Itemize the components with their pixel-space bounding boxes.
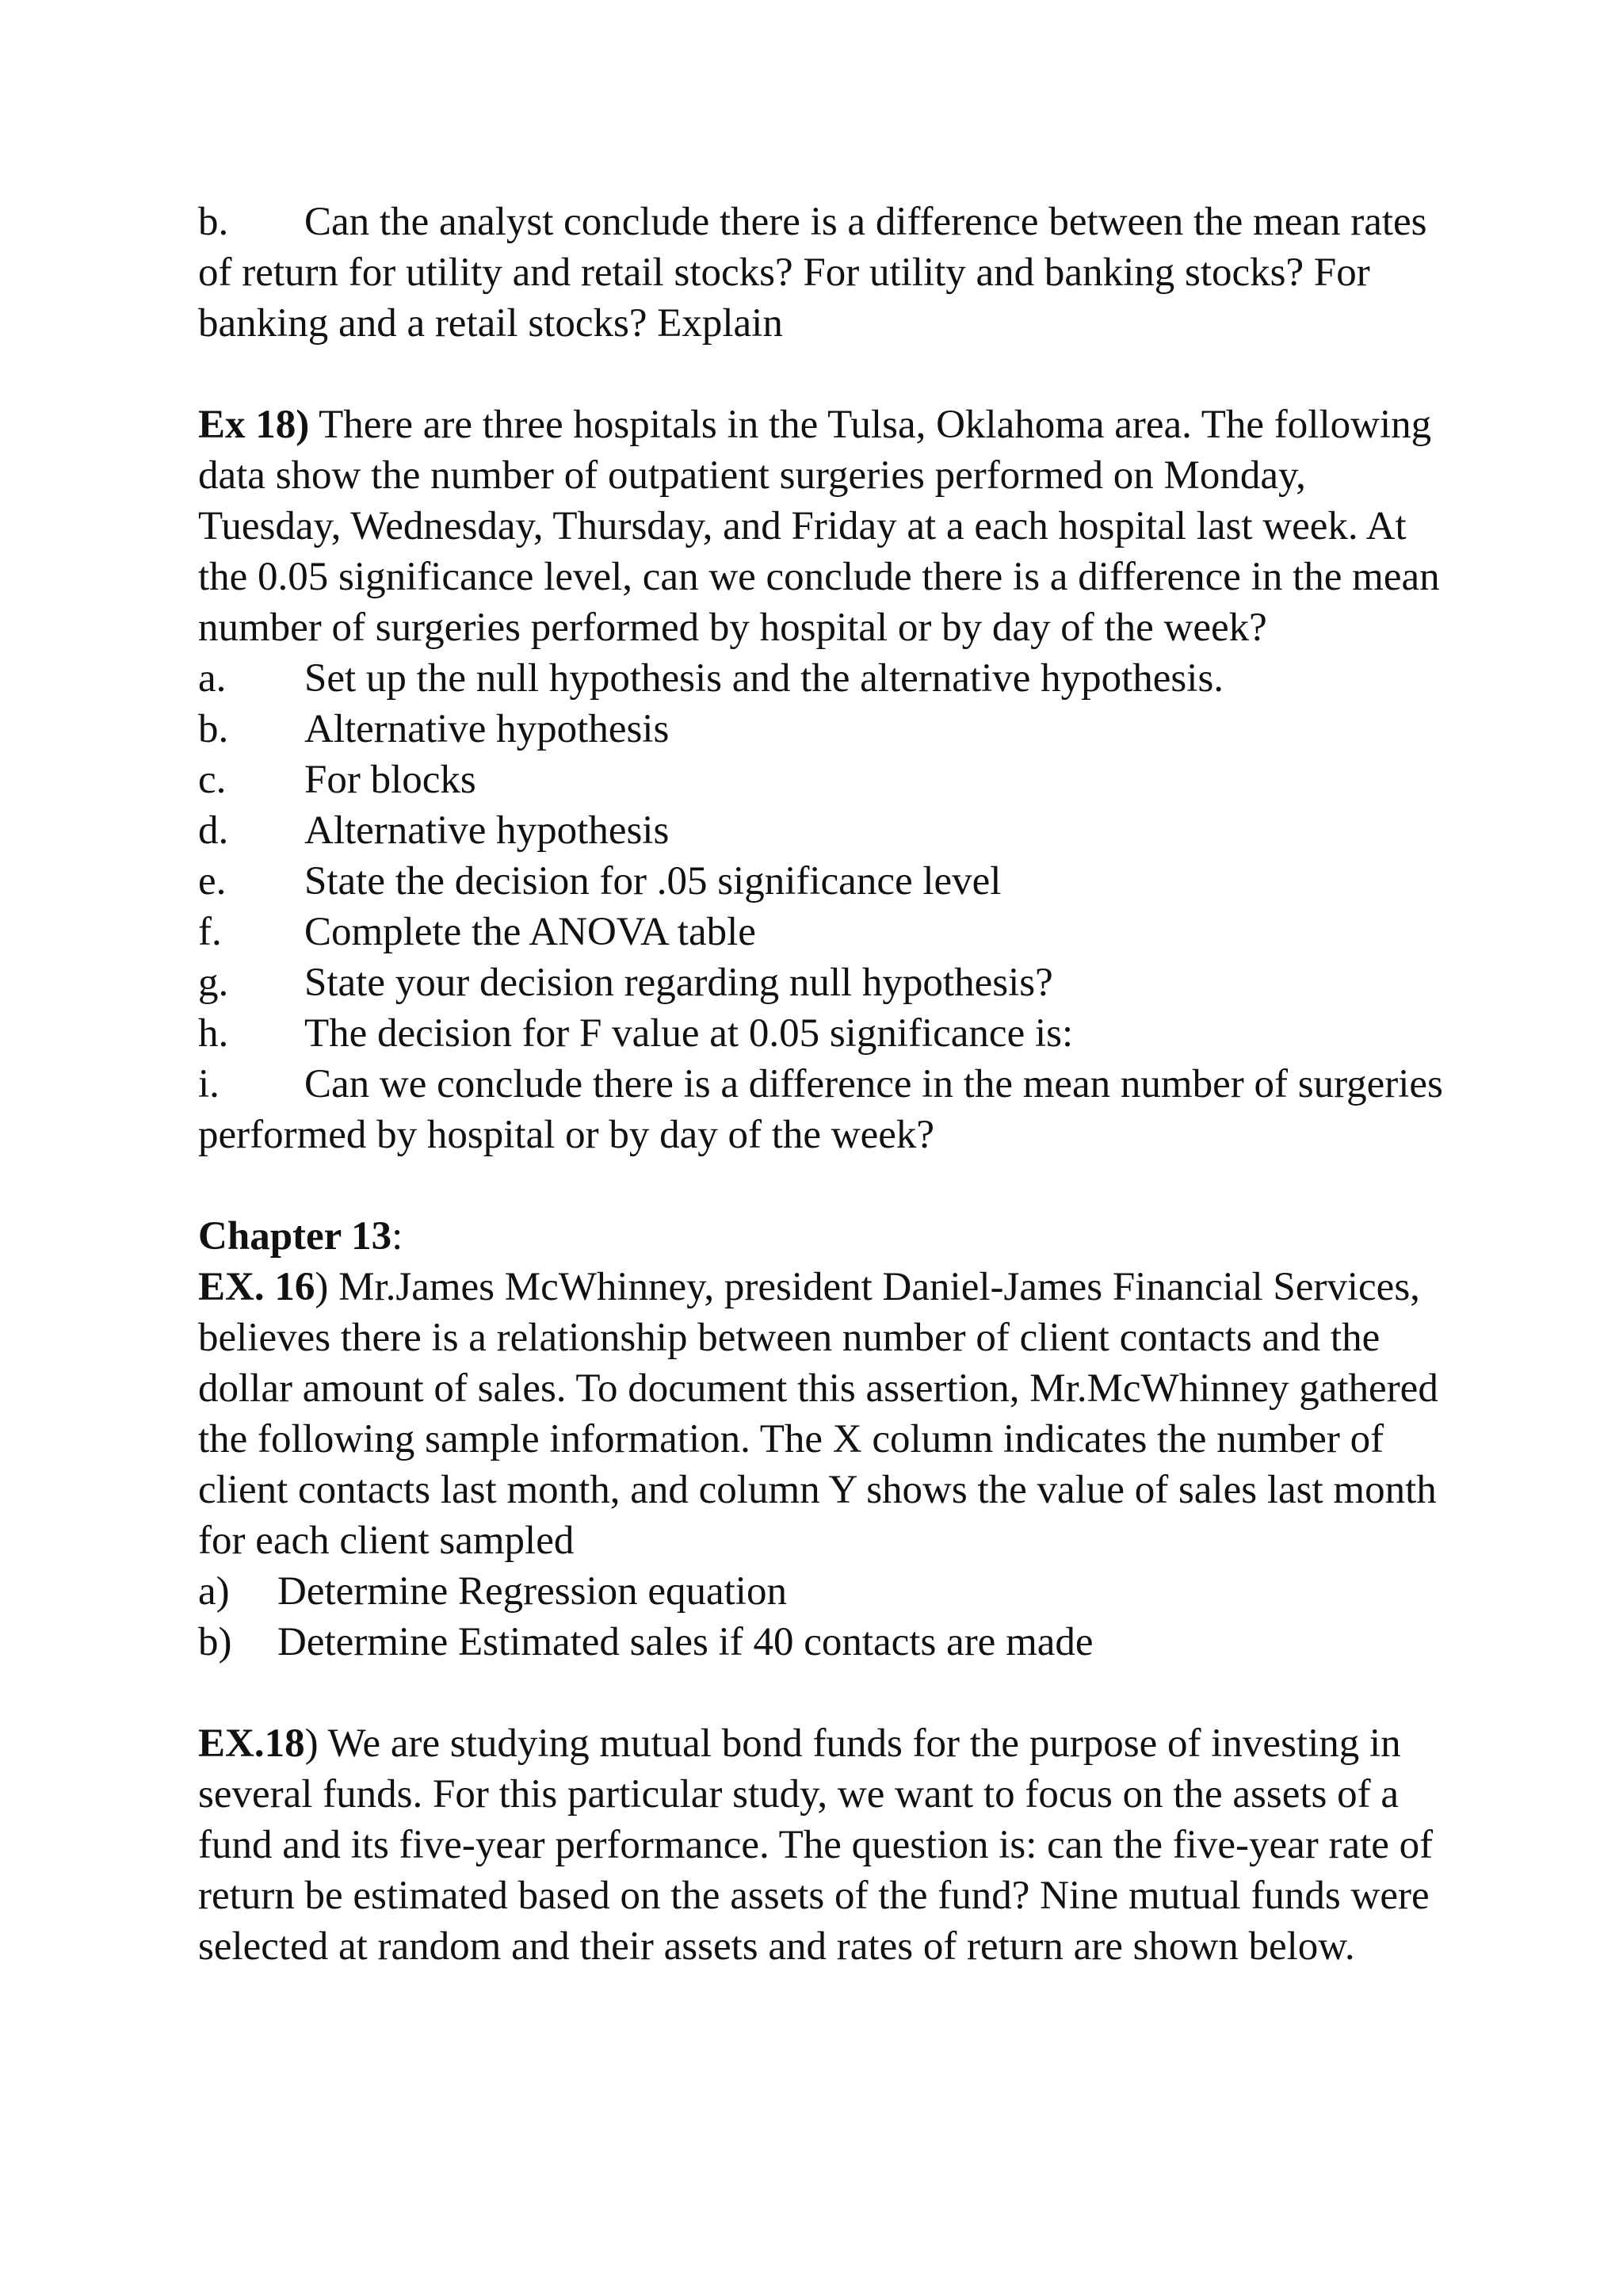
spacer: [198, 1668, 1458, 1718]
item-marker: b): [198, 1620, 232, 1664]
item-marker: f.: [198, 910, 222, 954]
exercise-label-paren: ): [315, 1265, 329, 1309]
exercise-text: There are three hospitals in the Tulsa, Oklahoma area. The following data show the number of outpatient surgeries performed on Monday, Tuesday, Wednesday, Thursday, and Friday at a each hospital last week. At the 0.05 significance level, can we conclude there is a difference in the mean number of surgeries performed by hospital or by day of the week?: [198, 403, 1440, 650]
list-item: [198, 907, 1458, 957]
item-text: For blocks: [304, 758, 476, 802]
ex16-item-list: [198, 1566, 1458, 1668]
item-text: Alternative hypothesis: [304, 808, 670, 853]
list-item: [198, 957, 1458, 1008]
item-marker: b.: [198, 200, 229, 244]
item-text: Alternative hypothesis: [304, 707, 670, 751]
item-text: Set up the null hypothesis and the alternative hypothesis.: [304, 656, 1224, 701]
list-item: [198, 653, 1458, 704]
ch13-ex18-intro: [198, 1718, 1458, 1972]
ex18-intro: [198, 399, 1458, 653]
chapter-heading: [198, 1211, 1458, 1262]
chapter-title: Chapter 13: [198, 1214, 392, 1259]
item-marker: g.: [198, 961, 229, 1005]
ex18-item-i: [198, 1059, 1458, 1160]
exercise-text: Mr.James McWhinney, president Daniel-James Financial Services, believes there is a relationship between number of client contacts and the dollar amount of sales. To document this assertion, Mr.McWhinney gathered the following sample information. The X column indicates the number of client contacts last month, and column Y shows the value of sales last month for each client sampled: [198, 1265, 1438, 1563]
list-item: [198, 856, 1458, 907]
list-item: [198, 704, 1458, 755]
item-text-rest: surgeries performed by hospital or by day of the week?: [198, 1062, 1443, 1157]
list-item: [198, 1008, 1458, 1059]
item-text-rest: rates of return for utility and retail stocks? For utility and banking stocks? For banking and a retail stocks? Explain: [198, 200, 1427, 346]
exercise-text: We are studying mutual bond funds for the purpose of investing in several funds. For this particular study, we want to focus on the assets of a fund and its five-year performance. The question is: can the five-year rate of return be estimated based on the assets of the fund? Nine mutual funds were selected at random and their assets and rates of return are shown below.: [198, 1721, 1434, 1969]
item-text: Complete the ANOVA table: [304, 910, 756, 954]
ex16-intro: [198, 1262, 1458, 1566]
ex18-item-list: [198, 653, 1458, 1059]
list-item: [198, 755, 1458, 805]
item-text-line1: Can the analyst conclude there is a difference between the mean: [304, 200, 1341, 244]
spacer: [198, 1160, 1458, 1211]
item-text: The decision for F value at 0.05 significance is:: [304, 1011, 1074, 1056]
item-marker: a): [198, 1569, 230, 1614]
document-page: [198, 197, 1458, 1972]
item-text-line1: Can we conclude there is a difference in the mean number of: [304, 1062, 1288, 1106]
item-marker: i.: [198, 1062, 220, 1106]
exercise-label-paren: ): [304, 1721, 319, 1766]
item-marker: h.: [198, 1011, 229, 1056]
item-text: Determine Regression equation: [277, 1569, 787, 1614]
exercise-label: Ex 18): [198, 403, 310, 447]
exercise-label: EX.18: [198, 1721, 305, 1766]
list-item: [198, 805, 1458, 856]
item-marker: c.: [198, 758, 227, 802]
item-marker: d.: [198, 808, 229, 853]
item-text: Determine Estimated sales if 40 contacts are made: [277, 1620, 1094, 1664]
list-item: [198, 1617, 1458, 1668]
item-marker: a.: [198, 656, 227, 701]
item-text: State your decision regarding null hypothesis?: [304, 961, 1053, 1005]
list-item: [198, 1566, 1458, 1617]
spacer: [198, 349, 1458, 399]
exercise-label: EX. 16: [198, 1265, 315, 1309]
item-marker: b.: [198, 707, 229, 751]
item-marker: e.: [198, 859, 227, 904]
item-text: State the decision for .05 significance level: [304, 859, 1002, 904]
ch12-item-b: [198, 197, 1458, 349]
chapter-title-colon: :: [391, 1214, 403, 1259]
